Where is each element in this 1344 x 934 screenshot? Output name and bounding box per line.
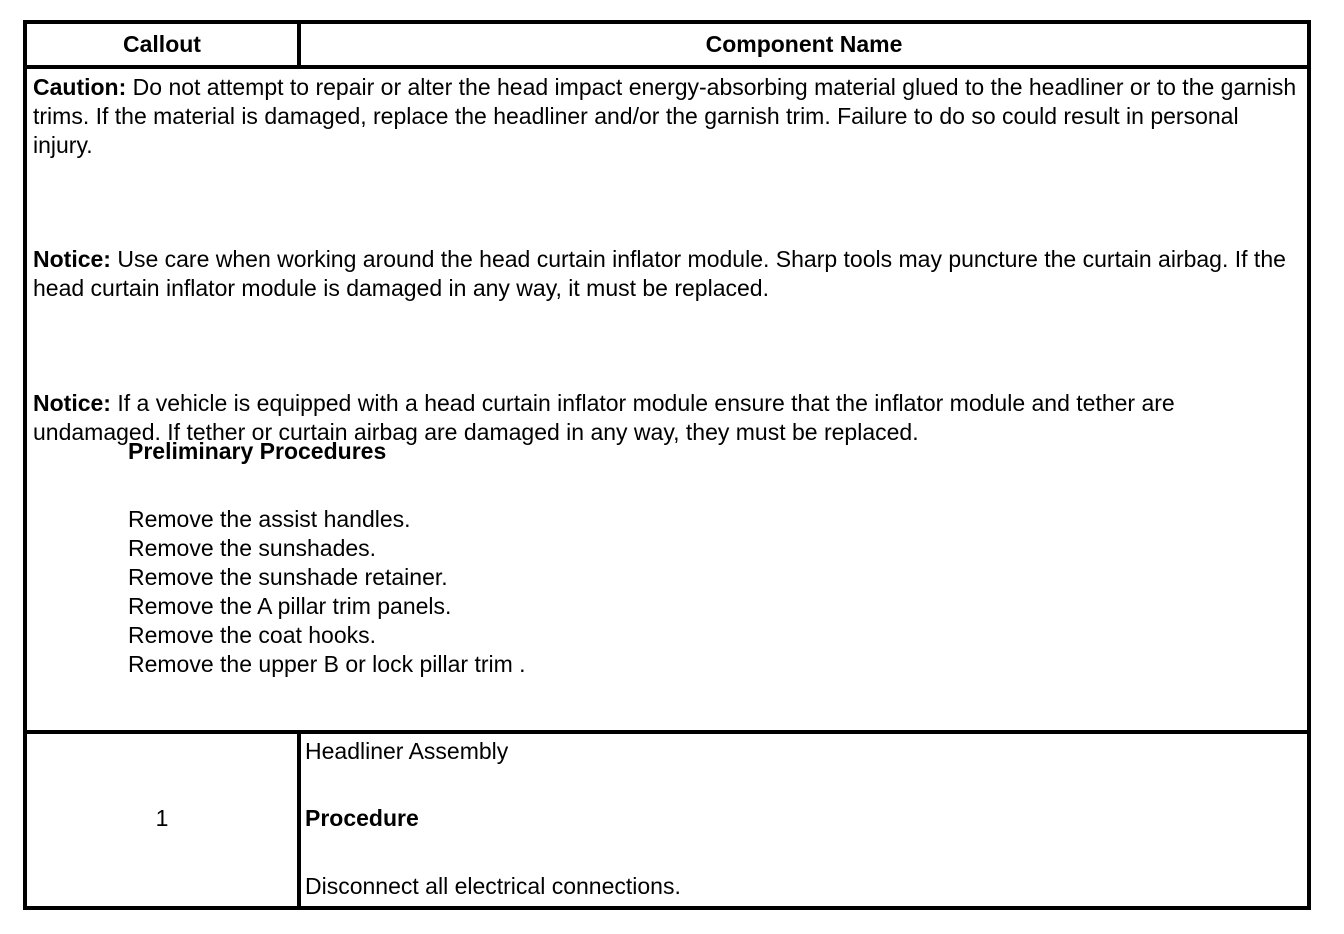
list-item: Remove the A pillar trim panels. [128,593,452,619]
row-divider [27,730,1307,734]
preliminary-steps-list [128,505,526,679]
table-header-row [27,24,1307,69]
list-item: Remove the coat hooks. [128,622,377,648]
procedure-title: Procedure [305,805,419,831]
list-item: Remove the sunshades. [128,535,377,561]
notice-text: If a vehicle is equipped with a head curtain inflator module ensure that the inflator module and tether are undamaged. If tether or curtain airbag are damaged in any way, they must be replaced. [33,390,1175,445]
list-item: Remove the assist handles. [128,506,411,532]
notice-note-curtain-care [33,245,1303,303]
caution-text: Do not attempt to repair or alter the head impact energy-absorbing material glued to the headliner or to the garnish trims. If the material is damaged, replace the headliner and/or the garnish trim. Failure to do so could result in personal injury. [33,74,1297,158]
notice-text: Use care when working around the head curtain inflator module. Sharp tools may puncture the curtain airbag. If the head curtain inflator module is damaged in any way, it must be replaced. [33,246,1286,301]
callout-number: 1 [155,805,169,831]
procedure-table [23,20,1311,910]
caution-note [33,73,1303,160]
notice-label: Notice: [33,246,111,272]
header-callout: Callout [123,31,201,57]
list-item: Remove the sunshade retainer. [128,564,448,590]
caution-label: Caution: [33,74,127,100]
preliminary-procedures-title: Preliminary Procedures [128,438,387,464]
column-divider [297,730,301,906]
list-item: Remove the upper B or lock pillar trim . [128,651,526,677]
procedure-step: Disconnect all electrical connections. [305,873,681,899]
notice-label: Notice: [33,390,111,416]
header-component-name: Component Name [705,31,903,57]
component-name: Headliner Assembly [305,738,509,764]
